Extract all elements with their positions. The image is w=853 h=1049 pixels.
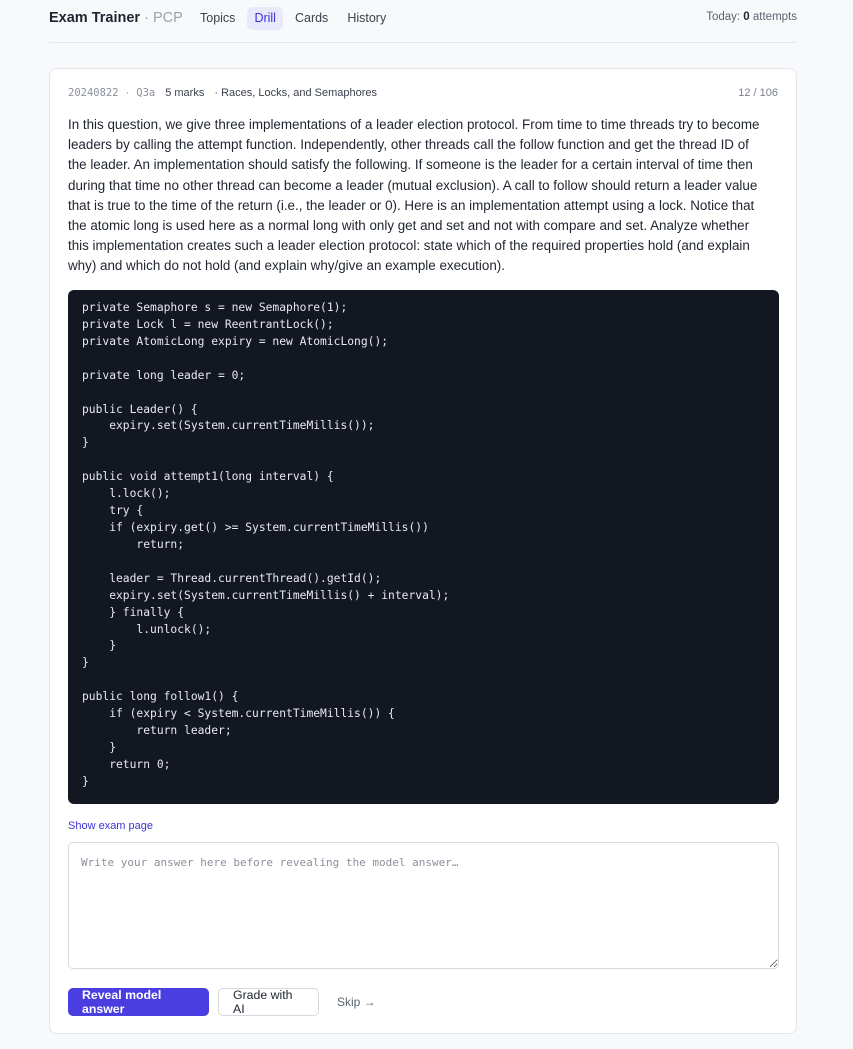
- question-number: Q3a: [136, 87, 156, 99]
- tab-drill[interactable]: Drill: [247, 7, 283, 30]
- app-brand: [49, 10, 183, 26]
- question-card: [49, 68, 797, 1034]
- grade-with-ai-button[interactable]: Grade with AI: [218, 988, 319, 1016]
- tab-topics[interactable]: Topics: [200, 11, 236, 25]
- top-nav-bar: [49, 0, 797, 43]
- question-meta: [68, 87, 377, 99]
- app: [49, 0, 797, 1016]
- today-count: 0: [743, 11, 750, 23]
- answer-textarea[interactable]: [68, 842, 779, 969]
- meta-separator: ·: [125, 87, 130, 99]
- question-marks: 5 marks: [165, 87, 205, 99]
- tab-cards[interactable]: Cards: [294, 11, 329, 25]
- brand-title: Exam Trainer: [49, 10, 141, 26]
- skip-button[interactable]: Skip →: [337, 995, 376, 1009]
- code-content: private Semaphore s = new Semaphore(1); private Lock l = new ReentrantLock(); private AtomicLong expiry = new AtomicLong(); private long leader = 0; public Leader() { expiry.set(System.currentTimeMillis()); } public void attempt1(long interval) { l.lock(); try { if (expiry.get() >= System.currentTimeMillis()) return; leader = Thread.currentThread().getId(); expiry.set(System.currentTimeMillis() + interval); } finally { l.unlock(); } } public long follow1() { if (expiry < System.currentTimeMillis()) { return leader; } return 0; }: [82, 301, 450, 788]
- brand-subtitle: · PCP: [144, 10, 183, 26]
- today-attempts: [706, 11, 797, 23]
- tab-history[interactable]: History: [347, 11, 387, 25]
- question-text: In this question, we give three implementations of a leader election protocol. From time to time threads try to become leaders by calling the attempt function. Independently, other threads call the follow function and get the thread ID of the leader. An implementation should satisfy the following. If someone is the leader for a certain interval of time then during that time no other thread can become a leader (mutual exclusion). A call to follow should return a leader value that is true to the time of the return (i.e., the leader or 0). Here is an implementation attempt using a lock. Notice that the atomic long is used here as a normal long with only get and set and not with compare and set. Analyze whether this implementation creates such a leader election protocol: state which of the required properties hold (and explain why) and which do not hold (and explain why/give an example execution).: [68, 117, 760, 274]
- exam-id: 20240822: [68, 87, 119, 99]
- show-exam-page-link[interactable]: Show exam page: [68, 820, 153, 832]
- question-topic: · Races, Locks, and Semaphores: [214, 87, 377, 99]
- reveal-model-answer-button[interactable]: Reveal model answer: [68, 988, 209, 1016]
- action-buttons: [68, 988, 390, 1016]
- question-progress: 12 / 106: [738, 87, 778, 99]
- nav-tabs: [193, 7, 398, 30]
- today-label: Today:: [706, 11, 741, 23]
- code-block: [68, 290, 779, 804]
- today-suffix: attempts: [752, 11, 797, 23]
